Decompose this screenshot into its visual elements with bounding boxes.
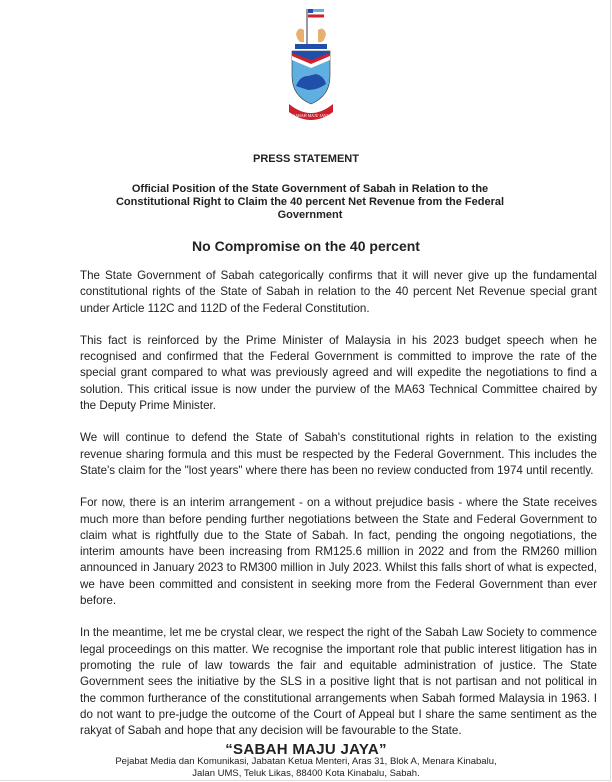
paragraph: For now, there is an interim arrangement - on a without prejudice basis - where the State receives much more than before pending further negotiations between the State and Federal Government to claim what is rightfully due to the State of Sabah. In fact, pending the ongoing negotiations, the interim amounts have been increasing from RM125.6 million in 2022 and from the RM260 million announced in January 2023 to RM300 million in July 2023. Whilst this falls short of what is expected, we have been committed and consistent in seeking more from the Federal Government than ever before. xyxy=(80,496,597,608)
paragraph: The State Government of Sabah categorically confirms that it will never give up the fundamental constitutional rights of the State of Sabah in relation to the 40 percent Net Revenue special grant under Article 112C and 112D of the Federal Constitution. xyxy=(80,269,597,315)
document-subtitle: Official Position of the State Government of Sabah in Relation to the Constitutional Right to Claim the 40 percent Net Revenue from the Federal Government xyxy=(115,183,505,221)
headline: No Compromise on the 40 percent xyxy=(192,238,420,254)
paragraph: This fact is reinforced by the Prime Minister of Malaysia in his 2023 budget speech when he recognised and confirmed that the Federal Government is committed to improve the rate of the special grant compared to what was previously agreed and will expedite the negotiations to find a solution. This critical issue is now under the purview of the MA63 Technical Committee chaired by the Deputy Prime Minister. xyxy=(80,333,597,413)
document-title: PRESS STATEMENT xyxy=(253,153,359,165)
sabah-coat-of-arms-logo xyxy=(288,4,334,132)
paragraph: We will continue to defend the State of Sabah's constitutional rights in relation to the existing revenue sharing formula and this must be respected by the Federal Government. This includes the State's claim for the "lost years" where there has been no review conducted from 1974 until recently. xyxy=(80,431,597,477)
svg-text:SABAH MAJU JAYA: SABAH MAJU JAYA xyxy=(293,113,329,118)
footer-address xyxy=(0,756,612,780)
statement-body xyxy=(80,268,597,755)
footer-motto: “SABAH MAJU JAYA” xyxy=(225,741,387,758)
paragraph: In the meantime, let me be crystal clear, we respect the right of the Sabah Law Society to commence legal proceedings on this matter. We recognise the important role that public interest litigation has in promoting the rule of law towards the fair and equitable administration of justice. The State Government sees the initiative by the SLS in a positive light that is not partisan and not political in the common furtherance of the constitutional arrangements when Sabah formed Malaysia in 1963. I do not want to pre-judge the outcome of the Court of Appeal but I share the same sentiment as the rakyat of Sabah and hope that any decision will be favourable to the State. xyxy=(80,626,597,738)
address-line: Jalan UMS, Teluk Likas, 88400 Kota Kinabalu, Sabah. xyxy=(192,768,420,779)
address-line: Pejabat Media dan Komunikasi, Jabatan Ketua Menteri, Aras 31, Blok A, Menara Kinabalu, xyxy=(115,756,497,767)
